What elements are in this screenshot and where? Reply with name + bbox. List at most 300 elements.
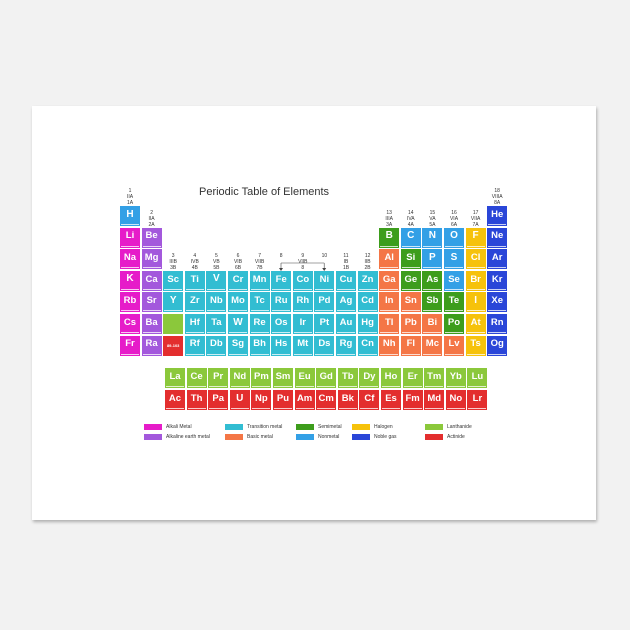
element-name-line <box>423 354 441 355</box>
element-la <box>165 368 185 388</box>
element-name-line <box>445 289 463 290</box>
legend-item-actinide <box>425 434 465 440</box>
element-name-line <box>447 408 465 409</box>
element-name-line <box>380 354 398 355</box>
element-name-line <box>209 408 227 409</box>
element-name-line <box>294 354 312 355</box>
element-hf <box>185 314 205 334</box>
element-name-line <box>467 310 485 311</box>
element-symbol: Ca <box>145 273 158 285</box>
group-header-line: IVB <box>190 258 199 265</box>
element-ir <box>293 314 313 334</box>
element-name-line <box>360 386 378 387</box>
group-header-line: IIIB <box>169 258 177 265</box>
element-name-line <box>186 332 204 333</box>
element-symbol: Na <box>123 251 137 263</box>
legend-label: Halogen <box>374 424 393 430</box>
element-mc <box>422 336 442 356</box>
element-be <box>142 228 162 248</box>
element-fr <box>120 336 140 356</box>
element-name-line <box>121 267 139 268</box>
element-name-line <box>447 386 465 387</box>
element-np <box>251 390 271 410</box>
group-header-7 <box>250 253 270 271</box>
page-title: Periodic Table of Elements <box>199 186 330 198</box>
element-symbol: Ac <box>168 392 182 404</box>
element-name-line <box>445 310 463 311</box>
element-n <box>422 228 442 248</box>
legend-label: Actinide <box>447 434 465 440</box>
element-symbol: Po <box>447 316 461 328</box>
element-w <box>228 314 248 334</box>
bracket-arrow <box>279 268 326 271</box>
element-name-line <box>423 267 441 268</box>
group-header-line: 15 <box>429 209 436 216</box>
element-k <box>120 271 140 291</box>
element-name-line <box>315 310 333 311</box>
element-at <box>466 314 486 334</box>
element-symbol: As <box>426 273 439 285</box>
element-na <box>120 249 140 269</box>
element-name-line <box>423 246 441 247</box>
element-ge <box>401 271 421 291</box>
element-symbol: Pd <box>318 295 331 307</box>
element-symbol: Sn <box>404 295 417 307</box>
element-symbol: W <box>233 316 243 328</box>
element-symbol: Xe <box>491 295 503 307</box>
element-sc <box>163 271 183 291</box>
group-header-line: VIIA <box>470 215 481 222</box>
group-header-line: 11 <box>343 252 349 259</box>
element-bk <box>338 390 358 410</box>
element-cr <box>228 271 248 291</box>
element-name-line <box>272 332 290 333</box>
element-name-line <box>423 310 441 311</box>
group-header-line: 13 <box>386 209 392 216</box>
element-sr <box>142 292 162 312</box>
element-pr <box>208 368 228 388</box>
element-symbol: Pa <box>212 392 224 404</box>
element-name-line <box>339 386 357 387</box>
element-y <box>163 292 183 312</box>
group-header-11 <box>336 253 356 271</box>
element-symbol: Mc <box>425 338 439 350</box>
group-header-line: VIIIA <box>491 194 503 200</box>
legend-item-lanthanide <box>425 424 472 430</box>
group-header-12 <box>358 253 378 271</box>
group-header-3 <box>163 253 183 271</box>
element-yb <box>446 368 466 388</box>
element-name-line <box>359 289 377 290</box>
element-name-line <box>402 289 420 290</box>
element-name-line <box>445 354 463 355</box>
element-name-line <box>294 289 312 290</box>
element-symbol: Nh <box>382 338 396 350</box>
element-name-line <box>337 289 355 290</box>
element-symbol: Pr <box>213 370 224 382</box>
legend-item-nonmetal <box>296 434 339 440</box>
group-header-line: 3B <box>170 264 177 271</box>
legend-label: Lanthanide <box>447 424 472 430</box>
element-name-line <box>315 332 333 333</box>
element-name-line <box>359 310 377 311</box>
element-symbol: Ti <box>190 273 199 285</box>
element-name-line <box>229 354 247 355</box>
element-symbol: F <box>472 230 479 242</box>
element-symbol: Se <box>448 273 460 285</box>
element-symbol: N <box>428 230 436 242</box>
element-fm <box>403 390 423 410</box>
element-name-line <box>143 332 161 333</box>
element-pd <box>314 292 334 312</box>
legend-label: Alkaline earth metal <box>166 434 210 440</box>
element-symbol: Eu <box>298 370 311 382</box>
element-kr <box>487 271 507 291</box>
element-symbol: Ni <box>319 273 330 285</box>
element-name-line <box>272 354 290 355</box>
group-header-line: VA <box>429 215 436 222</box>
group-header-line: VB <box>213 258 220 265</box>
element-name-line <box>164 310 182 311</box>
element-symbol: Ge <box>404 273 418 285</box>
element-symbol: Co <box>296 273 310 285</box>
element-ru <box>271 292 291 312</box>
element-symbol: Ce <box>190 370 203 382</box>
element-sg <box>228 336 248 356</box>
element-name-line <box>143 246 161 247</box>
element-name-line <box>425 408 443 409</box>
lanthanide-placeholder <box>163 314 183 334</box>
element-symbol: La <box>169 370 181 382</box>
legend-swatch <box>144 434 162 440</box>
legend-swatch <box>144 424 162 430</box>
element-symbol: Ar <box>491 251 503 263</box>
element-symbol: P <box>429 251 436 263</box>
element-ba <box>142 314 162 334</box>
element-symbol: Lu <box>471 370 484 382</box>
element-name-line <box>252 408 270 409</box>
element-symbol: Rb <box>123 295 137 307</box>
element-name-line <box>207 332 225 333</box>
element-po <box>444 314 464 334</box>
element-sb <box>422 292 442 312</box>
element-symbol: Os <box>274 316 288 328</box>
element-symbol: Au <box>339 316 353 328</box>
element-symbol: Si <box>406 251 416 263</box>
element-symbol: Cl <box>470 251 481 263</box>
element-i <box>466 292 486 312</box>
element-symbol: No <box>449 392 463 404</box>
element-name-line <box>359 332 377 333</box>
element-name-line <box>143 354 161 355</box>
element-cl <box>466 249 486 269</box>
group-header-line: 4A <box>407 221 414 228</box>
element-name-line <box>317 408 335 409</box>
element-symbol: S <box>450 251 458 263</box>
element-symbol: Ra <box>145 338 158 350</box>
element-cd <box>358 292 378 312</box>
element-ta <box>206 314 226 334</box>
element-symbol: Es <box>385 392 397 404</box>
element-as <box>422 271 442 291</box>
group-header-line: 6B <box>234 264 242 271</box>
group-header-line: 7 <box>258 252 261 259</box>
element-cs <box>120 314 140 334</box>
element-symbol: Br <box>470 273 481 285</box>
element-zn <box>358 271 378 291</box>
element-md <box>424 390 444 410</box>
legend-item-halogen <box>352 424 393 430</box>
element-symbol: Cm <box>318 392 334 404</box>
element-symbol: Cf <box>364 392 375 404</box>
group-header-15 <box>422 210 442 228</box>
element-mg <box>142 249 162 269</box>
element-symbol: Ir <box>299 316 306 328</box>
element-symbol: Al <box>384 251 394 263</box>
element-name-line <box>337 310 355 311</box>
element-name-line <box>423 332 441 333</box>
element-rh <box>293 292 313 312</box>
element-name-line <box>315 354 333 355</box>
element-name-line <box>488 289 506 290</box>
element-name-line <box>488 354 506 355</box>
element-name-line <box>274 386 292 387</box>
element-symbol: B <box>385 230 393 242</box>
group-header-14 <box>401 210 421 228</box>
element-name-line <box>404 408 422 409</box>
element-cm <box>316 390 336 410</box>
group-header-line: 6 <box>236 252 240 259</box>
group-header-2 <box>142 210 162 228</box>
element-name-line <box>382 386 400 387</box>
element-rg <box>336 336 356 356</box>
element-ar <box>487 249 507 269</box>
element-symbol: Mt <box>297 338 309 350</box>
element-name-line <box>380 289 398 290</box>
group-header-line: 17 <box>472 209 479 216</box>
legend-item-semimetal <box>296 424 342 430</box>
element-symbol: Tc <box>254 295 265 307</box>
element-symbol: Zr <box>190 295 200 307</box>
element-name-line <box>166 408 184 409</box>
group-header-line: 3 <box>171 252 175 259</box>
actinide-placeholder: 89-103 <box>163 336 183 356</box>
element-mt <box>293 336 313 356</box>
element-name-line <box>188 408 206 409</box>
element-og <box>487 336 507 356</box>
group-header-10 <box>314 253 334 259</box>
group-header-line: 5 <box>215 252 218 259</box>
element-mn <box>250 271 270 291</box>
element-symbol: Bi <box>427 316 438 328</box>
element-ds <box>314 336 334 356</box>
element-name-line <box>339 408 357 409</box>
group-header-line: 1B <box>342 264 350 271</box>
element-name-line <box>468 408 486 409</box>
element-symbol: Pu <box>276 392 290 404</box>
group-header-line: 16 <box>451 209 457 216</box>
element-name-line <box>380 332 398 333</box>
element-name-line <box>231 408 249 409</box>
element-ga <box>379 271 399 291</box>
element-rf <box>185 336 205 356</box>
element-cn <box>358 336 378 356</box>
element-symbol: Th <box>190 392 203 404</box>
element-name-line <box>209 386 227 387</box>
legend-swatch <box>225 434 243 440</box>
group-header-6 <box>228 253 248 271</box>
element-in <box>379 292 399 312</box>
group-header-13 <box>379 210 399 228</box>
element-name-line <box>445 332 463 333</box>
element-dy <box>359 368 379 388</box>
legend-label: Nonmetal <box>318 434 340 440</box>
group-header-line: VIB <box>233 258 243 265</box>
group-header-line: 7A <box>472 221 479 228</box>
group-header-line: 4B <box>191 264 198 271</box>
element-tm <box>424 368 444 388</box>
element-name-line <box>488 224 506 225</box>
poster <box>32 106 596 520</box>
group-header-18 <box>487 188 507 206</box>
element-name-line <box>166 386 184 387</box>
element-name-line <box>229 289 247 290</box>
element-symbol: Cu <box>339 273 353 285</box>
element-symbol: Tm <box>427 370 442 382</box>
element-name-line <box>337 354 355 355</box>
element-xe <box>487 292 507 312</box>
group-viiib-bracket <box>279 258 326 275</box>
group-header-line: 14 <box>408 209 414 216</box>
element-name-line <box>404 386 422 387</box>
group-header-line: 2A <box>148 221 155 228</box>
element-pu <box>273 390 293 410</box>
element-name-line <box>467 246 485 247</box>
element-name-line <box>317 386 335 387</box>
legend-label: Semimetal <box>318 424 342 430</box>
element-symbol: Tb <box>341 370 354 382</box>
element-symbol: Li <box>125 230 135 242</box>
group-header-line: 9 <box>301 252 305 259</box>
element-symbol: Nd <box>233 370 247 382</box>
group-header-line: IIB <box>364 258 371 265</box>
element-symbol: Sr <box>146 295 157 307</box>
element-pb <box>401 314 421 334</box>
element-symbol: Lr <box>472 392 483 404</box>
element-name-line <box>445 267 463 268</box>
element-symbol: Sg <box>231 338 245 350</box>
element-symbol: V <box>213 273 220 285</box>
element-al <box>379 249 399 269</box>
element-os <box>271 314 291 334</box>
element-symbol: Cs <box>123 316 137 328</box>
legend-swatch <box>352 434 370 440</box>
element-bh <box>250 336 270 356</box>
element-bi <box>422 314 442 334</box>
element-ne <box>487 228 507 248</box>
element-name-line <box>402 354 420 355</box>
element-b <box>379 228 399 248</box>
element-name-line <box>467 354 485 355</box>
element-symbol: He <box>491 208 504 220</box>
element-symbol: Pt <box>319 316 330 328</box>
element-symbol: Np <box>255 392 268 404</box>
element-symbol: Gd <box>319 370 333 382</box>
element-name-line <box>186 310 204 311</box>
element-am <box>295 390 315 410</box>
element-mo <box>228 292 248 312</box>
group-header-5 <box>206 253 226 271</box>
group-header-line: 8 <box>279 252 283 259</box>
element-name-line <box>251 289 269 290</box>
element-ho <box>381 368 401 388</box>
element-lu <box>467 368 487 388</box>
legend-swatch <box>296 434 314 440</box>
group-header-line: 8 <box>301 264 305 271</box>
legend-swatch <box>425 424 443 430</box>
element-symbol: Ga <box>382 273 396 285</box>
element-gd <box>316 368 336 388</box>
group-header-line: IIA <box>148 215 155 222</box>
element-symbol: Sm <box>275 370 291 382</box>
group-header-4 <box>185 253 205 271</box>
group-header-line: 6A <box>450 221 458 228</box>
element-sn <box>401 292 421 312</box>
element-symbol: Te <box>448 295 460 307</box>
element-symbol: H <box>126 208 134 220</box>
element-name-line <box>380 310 398 311</box>
element-o <box>444 228 464 248</box>
element-name-line <box>251 310 269 311</box>
element-symbol: Re <box>253 316 266 328</box>
element-name-line <box>294 310 312 311</box>
group-header-line: 12 <box>364 252 371 259</box>
element-ra <box>142 336 162 356</box>
element-symbol: Tl <box>384 316 394 328</box>
element-nb <box>206 292 226 312</box>
element-v <box>206 271 226 291</box>
element-name-line <box>445 246 463 247</box>
element-symbol: Fm <box>405 392 420 404</box>
legend-label: Basic metal <box>247 434 273 440</box>
element-s <box>444 249 464 269</box>
element-symbol: Ds <box>318 338 331 350</box>
group-header-line: 2B <box>364 264 371 271</box>
legend-swatch <box>425 434 443 440</box>
element-symbol: Zn <box>361 273 374 285</box>
group-header-line: 5B <box>213 264 220 271</box>
element-symbol: Ba <box>145 316 158 328</box>
element-symbol: Sb <box>426 295 439 307</box>
element-name-line <box>488 310 506 311</box>
element-name-line <box>423 289 441 290</box>
element-hs <box>271 336 291 356</box>
element-symbol: Nb <box>210 295 223 307</box>
element-symbol: Md <box>427 392 442 404</box>
element-th <box>187 390 207 410</box>
group-header-line: 8A <box>494 200 501 206</box>
group-header-line: 1 <box>128 188 132 194</box>
legend-item-alkaline <box>144 434 210 440</box>
element-er <box>403 368 423 388</box>
group-header-line: 2 <box>150 209 153 216</box>
element-name-line <box>274 408 292 409</box>
element-symbol: Cn <box>361 338 374 350</box>
element-symbol: Dy <box>363 370 376 382</box>
element-eu <box>295 368 315 388</box>
element-name-line <box>252 386 270 387</box>
element-ca <box>142 271 162 291</box>
